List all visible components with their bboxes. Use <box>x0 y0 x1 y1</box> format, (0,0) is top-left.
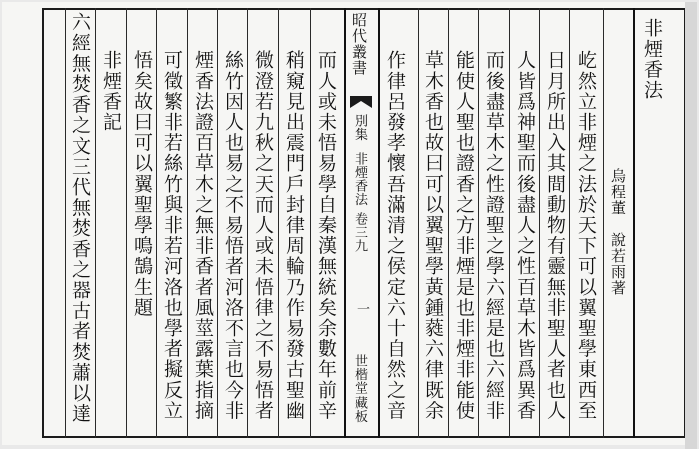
juan-number: 卷三九 <box>352 212 367 253</box>
publisher-label: 藏板 <box>352 396 367 423</box>
column-divider <box>569 8 570 438</box>
column-divider <box>539 8 540 438</box>
text-column: 稍窺見出震門戶封律周輪乃作易發古聖幽 <box>283 50 305 421</box>
publisher-name: 世楷堂 <box>352 354 367 395</box>
column-divider <box>95 8 96 438</box>
column-divider <box>65 8 66 438</box>
column-divider <box>603 8 604 438</box>
column-divider <box>633 8 635 438</box>
page-edge-shadow <box>685 2 697 449</box>
collection-label: 別集 <box>352 114 367 141</box>
author-line: 烏程董 說若雨著 <box>609 168 627 296</box>
text-column: 而人或未悟易學自秦漢無統矣余數年前辛 <box>315 50 337 421</box>
text-column: 煙香法證百草木之無非香者風莖露葉指摘 <box>192 50 214 421</box>
text-column: 人皆爲神聖而後盡人之性百草木皆爲異香 <box>514 50 536 421</box>
section-heading: 非煙香記 <box>100 50 122 133</box>
text-column: 可徵繁非若絲竹與非若河洛也學者擬反立 <box>161 50 183 421</box>
column-divider <box>126 8 127 438</box>
text-column: 作律呂發孝懷吾滿清之侯定六十自然之音 <box>384 50 406 421</box>
column-divider <box>247 8 248 438</box>
column-divider <box>509 8 510 438</box>
text-column: 絲竹因人也易之不易悟者河洛不言也今非 <box>222 50 244 421</box>
column-divider <box>310 8 311 438</box>
center-fold-line <box>344 8 346 438</box>
column-divider <box>418 8 419 438</box>
text-column: 能使人聖也證香之方非煙是也非煙非能使 <box>453 50 475 421</box>
text-column: 悟矣故曰可以翼聖學鳴鵠生題 <box>131 50 153 318</box>
text-column: 六經無焚香之文三代無焚香之器古者焚蕭以達 <box>69 12 91 424</box>
center-fold-line <box>378 8 380 438</box>
column-divider <box>278 8 279 438</box>
column-divider <box>156 8 157 438</box>
text-column: 微澄若九秋之天而人或未悟律之不易悟者 <box>252 50 274 421</box>
book-page <box>2 2 697 445</box>
column-divider <box>187 8 188 438</box>
column-divider <box>478 8 479 438</box>
text-column: 屹然立非煙之法於天下可以翼聖學東西至 <box>575 50 597 421</box>
column-divider <box>217 8 218 438</box>
section-title-center: 非煙香法 <box>352 152 367 206</box>
series-title: 昭代叢書 <box>350 12 368 76</box>
page-number: 一 <box>354 302 369 316</box>
text-column: 日月所出入其間動物有靈無非聖人者也人 <box>544 50 566 421</box>
fishtail-mark-icon <box>350 96 372 108</box>
text-column: 草木香也故曰可以翼聖學黃鍾蕤六律既余 <box>422 50 444 421</box>
work-title: 非煙香法 <box>641 18 663 101</box>
text-column: 而後盡草木之性證聖之學六經是也六經非 <box>483 50 505 421</box>
column-divider <box>448 8 449 438</box>
